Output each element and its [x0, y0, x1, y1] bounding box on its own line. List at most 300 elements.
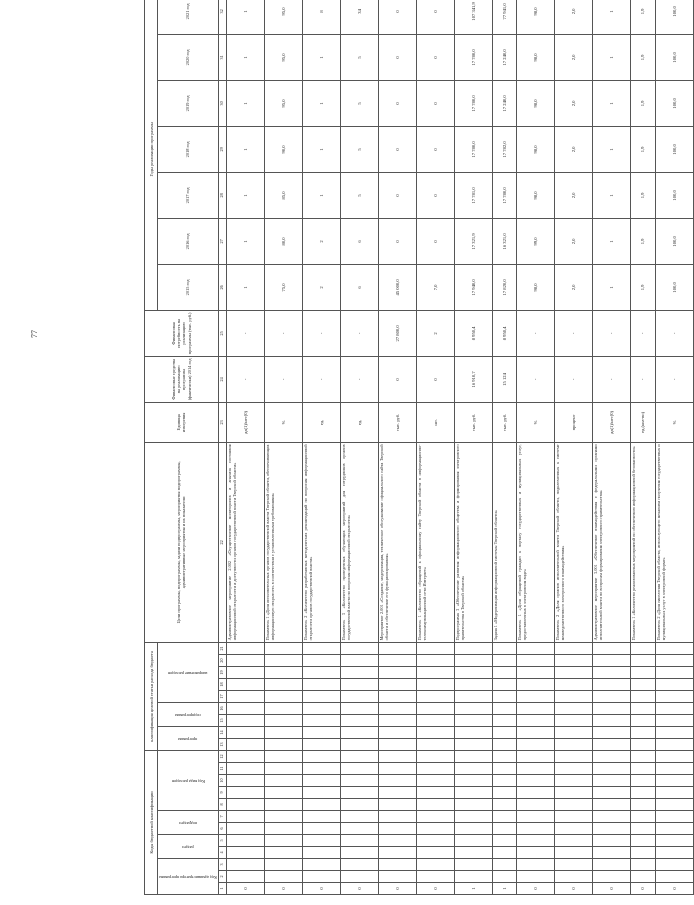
header-y2019: 2019 год	[158, 80, 219, 126]
value-2018-cell: 98,0	[517, 126, 555, 172]
code-cell	[302, 702, 340, 714]
code-cell	[631, 690, 655, 702]
page-number: 77	[30, 330, 39, 338]
table-row	[264, 0, 302, 895]
value-2020-cell: 1	[226, 34, 264, 80]
value-2016-cell: 0	[416, 218, 454, 264]
code-cell: 0	[555, 883, 593, 895]
code-cell	[416, 690, 454, 702]
fin-need-cell: -	[655, 310, 693, 356]
code-cell	[555, 763, 593, 775]
code-cell	[340, 823, 378, 835]
fin-2014-cell: -	[340, 356, 378, 402]
code-cell	[492, 702, 516, 714]
value-2016-cell: 1	[593, 218, 631, 264]
code-cell	[454, 775, 492, 787]
fin-need-cell: -	[226, 310, 264, 356]
code-cell	[492, 811, 516, 823]
code-cell	[416, 666, 454, 678]
unit-cell: тыс. руб.	[454, 402, 492, 442]
code-cell	[555, 666, 593, 678]
code-cell	[631, 714, 655, 726]
value-2021-cell: 34	[340, 0, 378, 34]
code-cell	[517, 835, 555, 847]
value-2015-cell: 2	[302, 264, 340, 310]
value-2020-cell: 0	[416, 34, 454, 80]
value-2017-cell: 85,0	[264, 172, 302, 218]
code-cell	[631, 726, 655, 738]
description-cell: Показатель 1 «Доля обращений граждан к порталу государственных и муниципальных услуг, предоставленных в электронном виде»	[517, 442, 555, 642]
code-cell	[655, 726, 693, 738]
value-2015-cell: 6	[340, 264, 378, 310]
code-cell	[416, 678, 454, 690]
code-cell	[226, 847, 264, 859]
value-2019-cell: 17 240,0	[492, 80, 516, 126]
fin-2014-cell: -	[655, 356, 693, 402]
code-cell	[302, 787, 340, 799]
code-cell	[264, 750, 302, 762]
code-cell	[655, 787, 693, 799]
code-cell	[655, 666, 693, 678]
code-cell: 1	[492, 883, 516, 895]
code-cell	[226, 690, 264, 702]
value-2018-cell: 17 780,0	[454, 126, 492, 172]
code-cell	[302, 811, 340, 823]
value-2018-cell: 2,0	[555, 126, 593, 172]
code-cell	[302, 666, 340, 678]
column-number: 30	[218, 80, 226, 126]
code-cell	[593, 835, 631, 847]
code-cell	[264, 738, 302, 750]
column-number: 28	[218, 172, 226, 218]
code-cell	[302, 678, 340, 690]
code-cell	[340, 859, 378, 871]
code-cell	[226, 871, 264, 883]
column-number: 12	[218, 750, 226, 762]
value-2017-cell: 100,0	[655, 172, 693, 218]
unit-cell: шт.	[416, 402, 454, 442]
code-cell	[226, 859, 264, 871]
code-cell	[378, 835, 416, 847]
code-cell	[264, 811, 302, 823]
code-cell	[378, 654, 416, 666]
code-cell	[492, 847, 516, 859]
value-2018-cell: 0	[416, 126, 454, 172]
description-cell: Показатель 2 «Доля населения Тверской области, использующего механизм получения государственных и муниципальных услуг в электронной форме»	[655, 442, 693, 642]
header-budget-codes: Коды бюджетной классификации	[145, 750, 158, 894]
code-cell	[517, 654, 555, 666]
code-cell	[555, 702, 593, 714]
table-row	[517, 0, 555, 895]
fin-2014-cell: 0	[378, 356, 416, 402]
value-2021-cell: 100,0	[655, 0, 693, 34]
code-cell	[517, 847, 555, 859]
unit-cell: да(1)/нет(0)	[226, 402, 264, 442]
column-number: 14	[218, 726, 226, 738]
code-cell	[593, 654, 631, 666]
value-2019-cell: 98,0	[517, 80, 555, 126]
code-cell	[416, 642, 454, 654]
code-cell	[454, 702, 492, 714]
code-cell	[264, 678, 302, 690]
header-name: Цели программы, подпрограммы, задачи подпрограммы, мероприятия подпрограммы, административные мероприятия и их показатели	[145, 442, 219, 642]
code-cell	[555, 750, 593, 762]
header-direction: направление расходов	[158, 642, 219, 702]
code-cell	[655, 750, 693, 762]
code-cell	[593, 738, 631, 750]
code-cell	[593, 859, 631, 871]
code-cell	[631, 811, 655, 823]
code-cell	[454, 787, 492, 799]
value-2021-cell: 1	[226, 0, 264, 34]
value-2016-cell: 0	[378, 218, 416, 264]
code-cell	[555, 775, 593, 787]
column-number: 1	[218, 883, 226, 895]
code-cell	[378, 678, 416, 690]
code-cell	[454, 666, 492, 678]
code-cell	[593, 642, 631, 654]
code-cell	[340, 763, 378, 775]
code-cell	[655, 738, 693, 750]
code-cell	[517, 859, 555, 871]
code-cell	[264, 787, 302, 799]
code-cell	[492, 871, 516, 883]
value-2016-cell: 99,0	[517, 218, 555, 264]
code-cell	[655, 678, 693, 690]
code-cell	[264, 666, 302, 678]
code-cell	[492, 654, 516, 666]
code-cell	[416, 702, 454, 714]
header-y2018: 2018 год	[158, 126, 219, 172]
value-2021-cell: 98,0	[517, 0, 555, 34]
code-cell	[492, 690, 516, 702]
column-number: 7	[218, 811, 226, 823]
code-cell	[302, 642, 340, 654]
value-2018-cell: 1	[593, 126, 631, 172]
code-cell	[517, 642, 555, 654]
column-number: 24	[218, 356, 226, 402]
column-number: 26	[218, 264, 226, 310]
code-cell: 0	[264, 883, 302, 895]
value-2021-cell: 95,0	[264, 0, 302, 34]
column-number: 15	[218, 714, 226, 726]
value-2017-cell: 1	[226, 172, 264, 218]
table-row	[340, 0, 378, 895]
code-cell	[593, 871, 631, 883]
header-fin-2014: Финансовые средства на реализацию программы (фактически) 2014 год	[145, 356, 219, 402]
code-cell	[264, 799, 302, 811]
code-cell	[492, 726, 516, 738]
code-cell	[492, 823, 516, 835]
value-2015-cell: 17 820,0	[492, 264, 516, 310]
code-cell	[631, 859, 655, 871]
table-row	[302, 0, 340, 895]
code-cell	[340, 654, 378, 666]
code-cell	[555, 714, 593, 726]
code-cell	[593, 787, 631, 799]
value-2020-cell: 1	[302, 34, 340, 80]
code-cell	[378, 775, 416, 787]
code-cell	[517, 690, 555, 702]
header-fin-need: Финансовая потребность на реализацию программы (тыс. руб.)	[145, 310, 219, 356]
value-2020-cell: 1,9	[631, 34, 655, 80]
code-cell	[226, 811, 264, 823]
value-2019-cell: 1,9	[631, 80, 655, 126]
value-2016-cell: 16 321,0	[492, 218, 516, 264]
code-cell	[226, 823, 264, 835]
code-cell	[340, 642, 378, 654]
code-cell	[226, 642, 264, 654]
code-cell	[302, 738, 340, 750]
value-2017-cell: 1	[593, 172, 631, 218]
fin-need-cell: 27 800,0	[378, 310, 416, 356]
code-cell	[631, 702, 655, 714]
column-number: 19	[218, 666, 226, 678]
code-cell	[454, 642, 492, 654]
column-number: 22	[218, 442, 226, 642]
code-cell: 0	[593, 883, 631, 895]
fin-need-cell: 8 950,4	[454, 310, 492, 356]
value-2020-cell: 17 780,0	[454, 34, 492, 80]
code-cell	[340, 666, 378, 678]
code-cell	[378, 642, 416, 654]
code-cell	[517, 823, 555, 835]
code-cell	[593, 714, 631, 726]
code-cell	[655, 811, 693, 823]
code-cell	[378, 714, 416, 726]
value-2017-cell: 1,9	[631, 172, 655, 218]
value-2016-cell: 6	[340, 218, 378, 264]
code-cell	[517, 702, 555, 714]
code-cell	[264, 726, 302, 738]
code-cell	[555, 859, 593, 871]
header-y2016: 2016 год	[158, 218, 219, 264]
code-cell	[264, 775, 302, 787]
code-cell	[378, 823, 416, 835]
value-2019-cell: 100,0	[655, 80, 693, 126]
code-cell	[593, 678, 631, 690]
code-cell	[378, 811, 416, 823]
code-cell	[416, 763, 454, 775]
value-2015-cell: 45 000,0	[378, 264, 416, 310]
code-cell: 0	[416, 883, 454, 895]
code-cell: 0	[517, 883, 555, 895]
value-2020-cell: 0	[378, 34, 416, 80]
column-number: 31	[218, 34, 226, 80]
fin-need-cell: -	[264, 310, 302, 356]
code-cell	[517, 666, 555, 678]
code-cell	[631, 642, 655, 654]
column-number: 6	[218, 823, 226, 835]
fin-2014-cell: 15 124	[492, 356, 516, 402]
code-cell	[340, 871, 378, 883]
value-2020-cell: 17 240,0	[492, 34, 516, 80]
fin-2014-cell: -	[593, 356, 631, 402]
code-cell	[454, 654, 492, 666]
value-2021-cell: 77 941,0	[492, 0, 516, 34]
code-cell	[340, 690, 378, 702]
value-2019-cell: 1	[226, 80, 264, 126]
value-2020-cell: 100,0	[655, 34, 693, 80]
header-y2015: 2015 год	[158, 264, 219, 310]
code-cell	[454, 690, 492, 702]
code-cell	[631, 666, 655, 678]
code-cell	[655, 823, 693, 835]
code-cell	[593, 763, 631, 775]
code-cell	[416, 726, 454, 738]
code-cell	[655, 835, 693, 847]
code-cell	[340, 799, 378, 811]
value-2019-cell: 17 780,0	[454, 80, 492, 126]
code-cell	[264, 654, 302, 666]
code-cell	[593, 847, 631, 859]
value-2015-cell: 1,9	[631, 264, 655, 310]
code-cell	[631, 787, 655, 799]
code-cell	[378, 847, 416, 859]
value-2018-cell: 1	[226, 126, 264, 172]
code-cell	[454, 847, 492, 859]
code-cell	[631, 835, 655, 847]
value-2015-cell: 100,0	[655, 264, 693, 310]
code-cell	[416, 799, 454, 811]
code-cell	[492, 750, 516, 762]
value-2017-cell: 17 781,0	[454, 172, 492, 218]
code-cell	[631, 738, 655, 750]
fin-2014-cell: -	[517, 356, 555, 402]
code-cell	[593, 799, 631, 811]
code-cell	[454, 738, 492, 750]
value-2017-cell: 0	[378, 172, 416, 218]
code-cell	[302, 714, 340, 726]
value-2018-cell: 1	[302, 126, 340, 172]
code-cell	[264, 714, 302, 726]
code-cell	[340, 714, 378, 726]
code-cell	[555, 738, 593, 750]
code-cell	[416, 738, 454, 750]
code-cell	[340, 847, 378, 859]
code-cell	[378, 763, 416, 775]
code-cell	[631, 823, 655, 835]
code-cell	[517, 750, 555, 762]
code-cell	[416, 775, 454, 787]
code-cell	[492, 775, 516, 787]
program-table	[144, 0, 694, 895]
value-2020-cell: 1	[593, 34, 631, 80]
code-cell	[655, 799, 693, 811]
code-cell	[302, 726, 340, 738]
code-cell	[555, 787, 593, 799]
code-cell: 0	[631, 883, 655, 895]
code-cell	[416, 750, 454, 762]
code-cell	[226, 799, 264, 811]
code-cell	[593, 702, 631, 714]
code-cell	[655, 714, 693, 726]
code-cell	[226, 666, 264, 678]
code-cell	[655, 763, 693, 775]
code-cell	[416, 823, 454, 835]
code-cell	[416, 714, 454, 726]
table-row	[416, 0, 454, 895]
value-2020-cell: 95,0	[264, 34, 302, 80]
fin-2014-cell: -	[264, 356, 302, 402]
code-cell	[226, 775, 264, 787]
column-number: 18	[218, 678, 226, 690]
fin-need-cell: 8 950,4	[492, 310, 516, 356]
code-cell	[517, 811, 555, 823]
value-2021-cell: 0	[416, 0, 454, 34]
value-2016-cell: 1	[226, 218, 264, 264]
column-number: 5	[218, 835, 226, 847]
column-number: 2	[218, 871, 226, 883]
code-cell	[655, 690, 693, 702]
column-number: 3	[218, 859, 226, 871]
code-cell	[454, 823, 492, 835]
code-cell	[454, 871, 492, 883]
code-cell	[378, 738, 416, 750]
value-2017-cell: 5	[340, 172, 378, 218]
code-cell	[555, 871, 593, 883]
code-cell	[264, 763, 302, 775]
value-2021-cell: 1,9	[631, 0, 655, 34]
code-cell	[593, 775, 631, 787]
code-cell	[655, 702, 693, 714]
value-2018-cell: 1,9	[631, 126, 655, 172]
code-cell: 0	[226, 883, 264, 895]
value-2021-cell: 1	[593, 0, 631, 34]
description-cell: Административное мероприятие 2.002 «Осуществление мониторинга и анализа состояния информационной открытости и доступности органов государственной власти Тверской области»	[226, 442, 264, 642]
code-cell	[378, 871, 416, 883]
code-cell	[631, 763, 655, 775]
code-cell	[264, 642, 302, 654]
header-section: раздел	[158, 835, 219, 859]
unit-cell: процент	[555, 402, 593, 442]
code-cell	[378, 690, 416, 702]
code-cell	[555, 690, 593, 702]
value-2017-cell: 0	[416, 172, 454, 218]
column-number: 25	[218, 310, 226, 356]
value-2020-cell: 98,0	[517, 34, 555, 80]
code-cell	[378, 666, 416, 678]
code-cell	[302, 835, 340, 847]
code-cell	[492, 835, 516, 847]
code-cell	[378, 859, 416, 871]
value-2015-cell: 2,0	[555, 264, 593, 310]
unit-cell: %	[264, 402, 302, 442]
header-expense-codes: классификация целевой статьи расхода бюджета	[145, 642, 158, 750]
description-cell: Задача 1 «Модернизация информационной системы Тверской области»	[492, 442, 516, 642]
fin-need-cell: -	[340, 310, 378, 356]
column-number: 11	[218, 763, 226, 775]
description-cell: Показатель 1 «Количество обращений к официальному сайту Тверской области в информационно-телекоммуникационной сети Интернет»	[416, 442, 454, 642]
code-cell	[492, 799, 516, 811]
code-cell	[302, 799, 340, 811]
code-cell	[302, 750, 340, 762]
table-row	[593, 0, 631, 895]
value-2016-cell: 2	[302, 218, 340, 264]
fin-2014-cell: -	[631, 356, 655, 402]
code-cell	[226, 835, 264, 847]
column-number: 29	[218, 126, 226, 172]
value-2021-cell: 0	[378, 0, 416, 34]
code-cell	[226, 714, 264, 726]
value-2017-cell: 98,0	[517, 172, 555, 218]
code-cell	[454, 726, 492, 738]
code-cell	[555, 835, 593, 847]
code-cell	[416, 787, 454, 799]
value-2016-cell: 1,9	[631, 218, 655, 264]
code-cell	[264, 835, 302, 847]
code-cell	[631, 847, 655, 859]
